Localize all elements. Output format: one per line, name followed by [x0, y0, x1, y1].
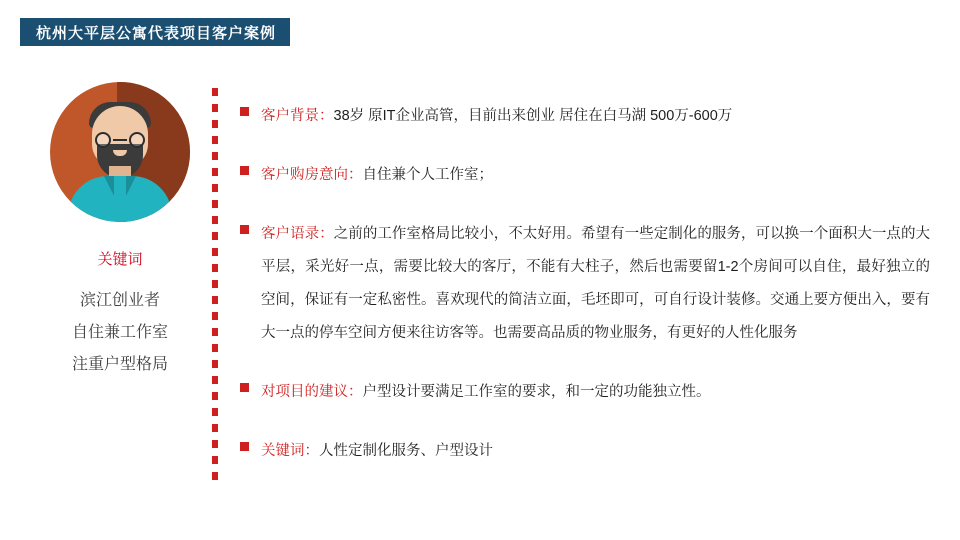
keyword-list [30, 285, 210, 381]
detail-text: 人性定制化服务、户型设计 [319, 443, 493, 459]
detail-separator: ： [319, 108, 334, 124]
detail-paragraph [261, 100, 732, 133]
detail-text: 38岁 原IT企业高管，目前出来创业 居住在白马湖 500万-600万 [333, 108, 733, 124]
detail-text: 之前的工作室格局比较小，不太好用。希望有一些定制化的服务，可以换一个面积大一点的大平层，采光好一点，需要比较大的客厅，不能有大柱子，然后也需要留1-2个房间可以自住，最好独立的空间，保证有一定私密性。喜欢现代的简洁立面，毛坯即可，可自行设计装修。交通上要方便出入，要有大一点的停车空间方便来往访客等。也需要高品质的物业服务，有更好的人性化服务 [261, 226, 931, 341]
list-item [240, 376, 930, 409]
detail-text: 自住兼个人工作室； [362, 167, 493, 183]
list-item [240, 218, 930, 350]
avatar-glasses-bridge [113, 139, 127, 141]
avatar-glasses-icon [93, 132, 147, 148]
avatar-collar-right [126, 176, 136, 196]
detail-paragraph [261, 159, 493, 192]
customer-avatar-icon [50, 82, 190, 222]
page-title: 杭州大平层公寓代表项目客户案例 [36, 24, 277, 42]
detail-paragraph [261, 376, 711, 409]
list-item [240, 100, 930, 133]
list-item: 滨江创业者 [79, 292, 160, 309]
square-bullet-icon [240, 442, 249, 451]
detail-text: 户型设计要满足工作室的要求，和一定的功能独立性。 [362, 384, 711, 400]
square-bullet-icon [240, 166, 249, 175]
square-bullet-icon [240, 225, 249, 234]
detail-separator: ： [348, 167, 363, 183]
detail-separator: ： [304, 443, 319, 459]
detail-label: 对项目的建议 [261, 384, 348, 400]
detail-separator: ： [348, 384, 363, 400]
detail-paragraph [261, 218, 930, 350]
profile-column [30, 82, 210, 381]
square-bullet-icon [240, 383, 249, 392]
detail-label: 关键词 [261, 443, 305, 459]
list-item [240, 159, 930, 192]
detail-paragraph [261, 435, 493, 468]
case-detail-list [240, 100, 930, 490]
list-item [240, 435, 930, 468]
detail-label: 客户背景 [261, 108, 319, 124]
dotted-divider [212, 88, 218, 488]
slide-title-bar [20, 18, 290, 46]
avatar-lens-right [129, 132, 145, 148]
detail-separator: ： [319, 226, 334, 242]
list-item: 注重户型格局 [71, 356, 168, 373]
list-item: 自住兼工作室 [71, 324, 168, 341]
keyword-heading: 关键词 [97, 251, 143, 268]
avatar-lens-left [95, 132, 111, 148]
square-bullet-icon [240, 107, 249, 116]
detail-label: 客户语录 [261, 226, 320, 242]
detail-label: 客户购房意向 [261, 167, 348, 183]
avatar-collar-left [104, 176, 114, 196]
